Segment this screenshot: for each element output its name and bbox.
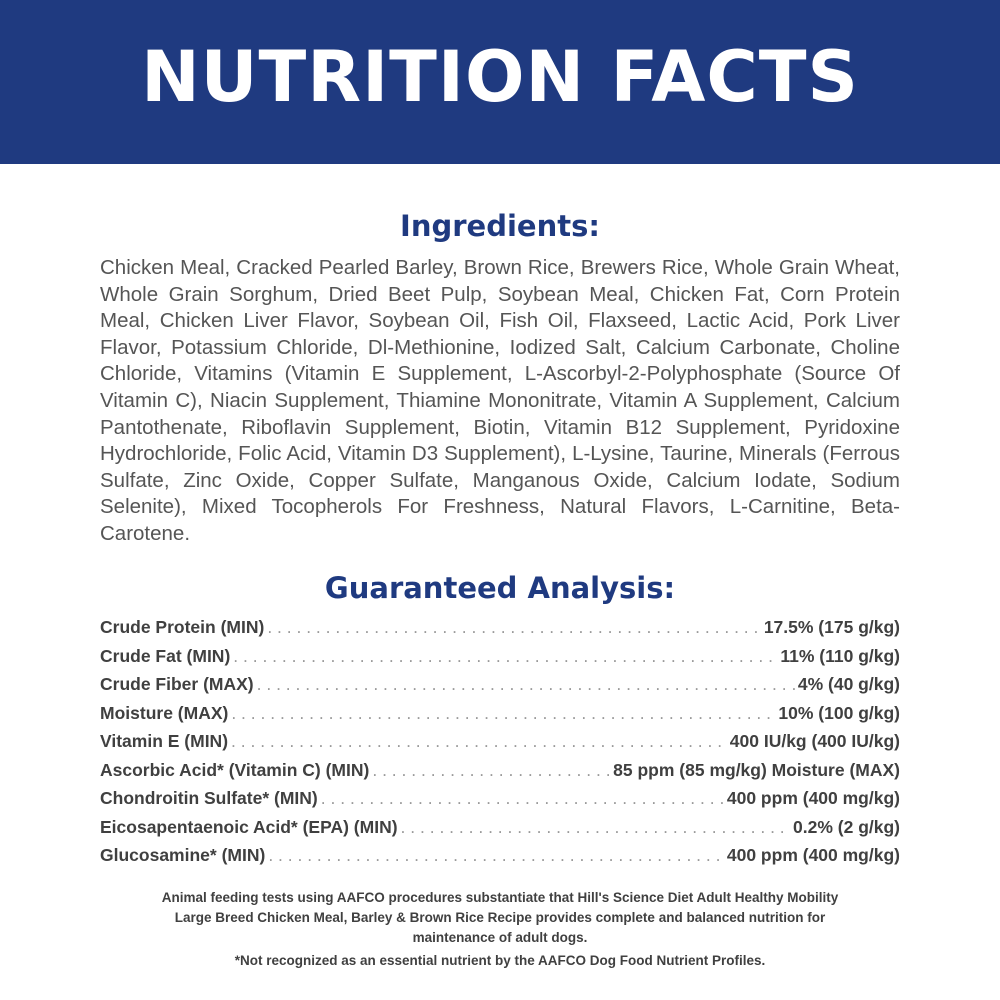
nutrient-value: 11% (110 g/kg)	[780, 645, 900, 666]
nutrient-name: Moisture (MAX)	[100, 702, 229, 723]
dot-leader	[231, 731, 727, 752]
dot-leader	[372, 760, 610, 781]
analysis-row-moisture	[100, 703, 900, 732]
nutrient-name: Glucosamine* (MIN)	[100, 845, 266, 865]
dot-leader	[268, 845, 724, 866]
nutrient-name: Crude Fat (MIN)	[100, 645, 231, 666]
nutrient-name: Chondroitin Sulfate* (MIN)	[100, 788, 318, 808]
analysis-row-crude-protein	[100, 617, 900, 646]
nutrient-name: Ascorbic Acid* (Vitamin C) (MIN)	[100, 759, 370, 780]
analysis-row-glucosamine	[100, 845, 900, 874]
dot-leader	[233, 646, 777, 667]
dot-leader	[267, 617, 761, 638]
guaranteed-analysis-heading: Guaranteed Analysis:	[324, 571, 676, 605]
analysis-row-crude-fiber	[100, 674, 900, 703]
not-recognized-footnote: *Not recognized as an essential nutrient by the AAFCO Dog Food Nutrient Profiles.	[234, 953, 766, 968]
analysis-row-crude-fat	[100, 646, 900, 675]
nutrient-value: 400 ppm (400 mg/kg)	[726, 788, 900, 808]
nutrient-value: 400 ppm (400 mg/kg)	[726, 845, 900, 865]
banner-title: NUTRITION FACTS	[141, 36, 859, 118]
ingredients-list: Chicken Meal, Cracked Pearled Barley, Brown Rice, Brewers Rice, Whole Grain Wheat, Whole Grain Sorghum, Dried Beet Pulp, Soybean Meal, Chicken Fat, Corn Protein Meal, Chicken Liver Flavor, Soybean Oil, Fish Oil, Flaxseed, Lactic Acid, Pork Liver Flavor, Potassium Chloride, Dl-Methionine, Iodized Salt, Calcium Carbonate, Choline Chloride, Vitamins (Vitamin E Supplement, L-Ascorbyl-2-Polyphosphate (Source Of Vitamin C), Niacin Supplement, Thiamine Mononitrate, Vitamin A Supplement, Calcium Pantothenate, Riboflavin Supplement, Biotin, Vitamin B12 Supplement, Pyridoxine Hydrochloride, Folic Acid, Vitamin D3 Supplement), L-Lysine, Taurine, Minerals (Ferrous Sulfate, Zinc Oxide, Copper Sulfate, Manganous Oxide, Calcium Iodate, Sodium Selenite), Mixed Tocopherols For Freshness, Natural Flavors, L-Carnitine, Beta-Carotene.	[100, 256, 900, 545]
nutrient-value: 10% (100 g/kg)	[778, 702, 900, 723]
nutrient-name: Crude Fiber (MAX)	[100, 674, 254, 694]
dot-leader	[257, 674, 795, 695]
nutrition-facts-banner	[0, 0, 1000, 164]
nutrient-value: 85 ppm (85 mg/kg) Moisture (MAX)	[613, 759, 900, 780]
nutrient-name: Eicosapentaenoic Acid* (EPA) (MIN)	[100, 816, 398, 837]
nutrient-name: Vitamin E (MIN)	[100, 731, 229, 751]
analysis-row-vitamin-e	[100, 731, 900, 760]
dot-leader	[231, 703, 775, 724]
guaranteed-analysis-table	[100, 617, 900, 874]
dot-leader	[401, 817, 790, 838]
dot-leader	[321, 788, 724, 809]
nutrient-value: 400 IU/kg (400 IU/kg)	[729, 731, 900, 751]
nutrient-value: 0.2% (2 g/kg)	[793, 816, 900, 837]
nutrient-value: 4% (40 g/kg)	[797, 674, 900, 694]
analysis-row-chondroitin-sulfate	[100, 788, 900, 817]
aafco-statement: Animal feeding tests using AAFCO procedures substantiate that Hill's Science Diet Adult Healthy Mobility Large Breed Chicken Meal, Barley & Brown Rice Recipe provides complete and balanced nutrition for maintenance of adult dogs.	[161, 890, 839, 945]
nutrient-name: Crude Protein (MIN)	[100, 617, 265, 637]
analysis-row-ascorbic-acid	[100, 760, 900, 789]
nutrient-value: 17.5% (175 g/kg)	[763, 617, 900, 637]
ingredients-heading: Ingredients:	[400, 209, 600, 243]
analysis-row-epa	[100, 817, 900, 846]
